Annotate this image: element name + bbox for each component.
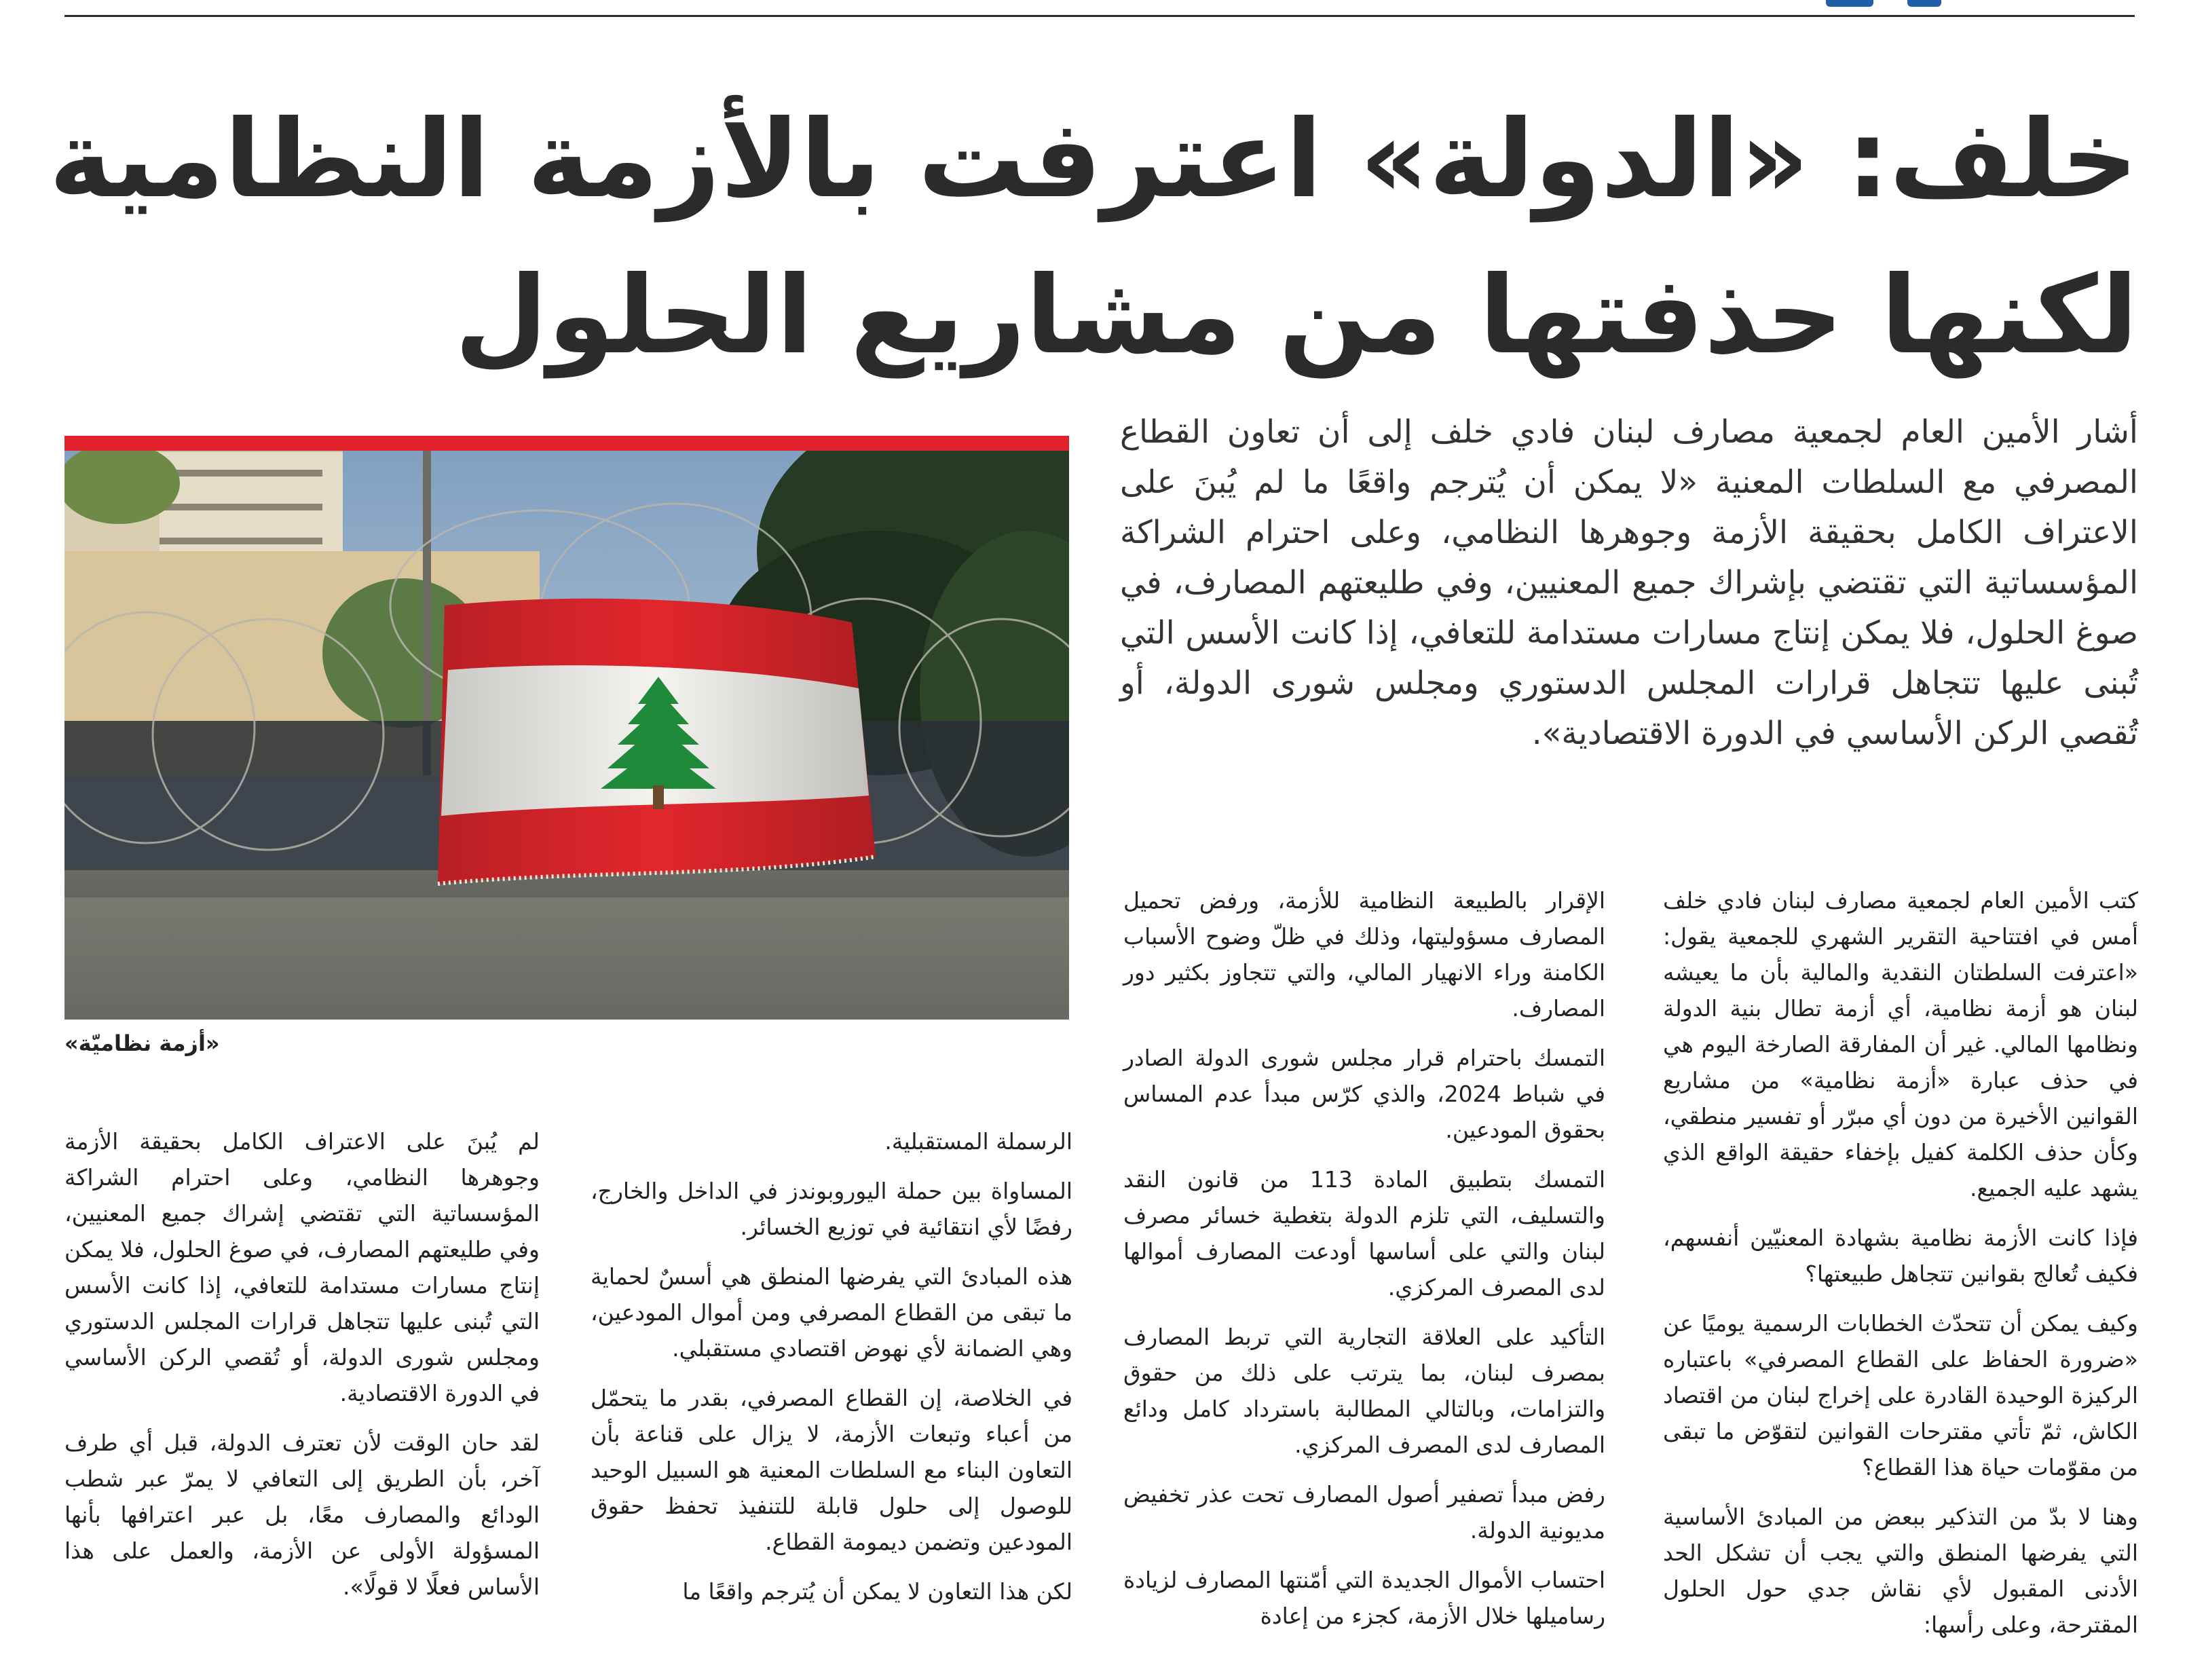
- lebanese-flag: [438, 599, 876, 884]
- body-column-3: [591, 1123, 1072, 1623]
- paragraph: كتب الأمين العام لجمعية مصارف لبنان فادي خلف أمس في افتتاحية التقرير الشهري للجمعية يقول: «اعترفت السلطتان النقدية والمالية بأن ما يعيشه لبنان هو أزمة نظامية، أي أزمة تطال بنية الدولة ونظامها المالي. غير أن المفارقة الصارخة اليوم هي في حذف عبارة «أزمة نظامية» من مشاريع القوانين الأخيرة من دون أي مبرّر أو تفسير منطقي، وكأن حذف الكلمة كفيل بإخفاء حقيقة الواقع الذي يشهد عليه الجميع.: [1663, 887, 2138, 1201]
- masthead-rule: [64, 15, 2135, 17]
- paragraph: لقد حان الوقت لأن تعترف الدولة، قبل أي طرف آخر، بأن الطريق إلى التعافي لا يمرّ عبر شطب الودائع والمصارف معًا، بل عبر اعترافها بأنها المسؤولة الأولى عن الأزمة، والعمل على هذا الأساس فعلًا لا قولًا».: [64, 1430, 540, 1600]
- headline: [49, 81, 2138, 394]
- masthead-logo-fragment: [1826, 0, 1982, 8]
- paragraph: لم يُبنَ على الاعتراف الكامل بحقيقة الأزمة وجوهرها النظامي، وعلى احترام الشراكة المؤسساتية التي تقتضي إشراك جميع المعنيين، وفي طليعتهم المصارف، في صوغ الحلول، فلا يمكن إنتاج مسارات مستدامة للتعافي، إذا كانت الأسس التي تُبنى عليها تتجاهل قرارات المجلس الدستوري ومجلس شورى الدولة، أو تُقصي الركن الأساسي في الدورة الاقتصادية.: [64, 1128, 540, 1406]
- headline-line-1: خلف: «الدولة» اعترفت بالأزمة النظامية: [49, 97, 2138, 222]
- paragraph: لكن هذا التعاون لا يمكن أن يُترجم واقعًا ما: [682, 1578, 1072, 1605]
- paragraph: فإذا كانت الأزمة نظامية بشهادة المعنيّين أنفسهم، فكيف تُعالج بقوانين تتجاهل طبيعتها؟: [1663, 1225, 2138, 1287]
- paragraph: في الخلاصة، إن القطاع المصرفي، بقدر ما يتحمّل من أعباء وتبعات الأزمة، لا يزال على قناعة بأن التعاون البناء مع السلطات المعنية هو السبيل الوحيد للوصول إلى حلول قابلة للتنفيذ تحفظ حقوق المودعين وتضمن ديمومة القطاع.: [591, 1385, 1072, 1555]
- paragraph: التأكيد على العلاقة التجارية التي تربط المصارف بمصرف لبنان، بما يترتب على ذلك من حقوق والتزامات، وبالتالي المطالبة باسترداد كامل ودائع المصارف لدى المصرف المركزي.: [1123, 1324, 1605, 1458]
- photo-caption: [64, 1028, 1069, 1058]
- photo-illustration: [64, 436, 1069, 1020]
- article-photo: [64, 436, 1069, 1020]
- body-column-4: [64, 1123, 540, 1618]
- paragraph: احتساب الأموال الجديدة التي أمّنتها المصارف لزيادة رساميلها خلال الأزمة، كجزء من إعادة: [1123, 1567, 1605, 1629]
- headline-line-2: لكنها حذفتها من مشاريع الحلول: [454, 253, 2138, 378]
- photo-accent-bar: [64, 436, 1069, 451]
- paragraph: وهنا لا بدّ من التذكير ببعض من المبادئ الأساسية التي يفرضها المنطق والتي يجب أن تشكل الحد الأدنى المقبول لأي نقاش جدي حول الحلول المقترحة، وعلى رأسها:: [1663, 1504, 2138, 1638]
- body-column-1: [1663, 882, 2138, 1656]
- paragraph: الإقرار بالطبيعة النظامية للأزمة، ورفض تحميل المصارف مسؤوليتها، وذلك في ظلّ وضوح الأسباب الكامنة وراء الانهيار المالي، والتي تتجاوز بكثير دور المصارف.: [1123, 887, 1605, 1022]
- body-column-2: [1123, 882, 1605, 1647]
- paragraph: التمسك باحترام قرار مجلس شورى الدولة الصادر في شباط 2024، والذي كرّس مبدأ عدم المساس بحقوق المودعين.: [1123, 1045, 1605, 1143]
- paragraph: المساواة بين حملة اليوروبوندز في الداخل والخارج، رفضًا لأي انتقائية في توزيع الخسائر.: [591, 1178, 1072, 1240]
- photo-caption-text: «أزمة نظاميّة»: [64, 1030, 220, 1056]
- paragraph: هذه المبادئ التي يفرضها المنطق هي أسسٌ لحماية ما تبقى من القطاع المصرفي ومن أموال المودعين، وهي الضمانة لأي نهوض اقتصادي مستقبلي.: [591, 1263, 1072, 1362]
- paragraph: التمسك بتطبيق المادة 113 من قانون النقد والتسليف، التي تلزم الدولة بتغطية خسائر مصرف لبنان والتي على أساسها أودعت المصارف أموالها لدى المصرف المركزي.: [1123, 1166, 1605, 1301]
- paragraph: الرسملة المستقبلية.: [884, 1128, 1072, 1155]
- paragraph: وكيف يمكن أن تتحدّث الخطابات الرسمية يوميًا عن «ضرورة الحفاظ على القطاع المصرفي» باعتباره الركيزة الوحيدة القادرة على إخراج لبنان من اقتصاد الكاش، ثمّ تأتي مقترحات القوانين لتقوّض ما تبقى من مقوّمات حياة هذا القطاع؟: [1663, 1310, 2138, 1480]
- paragraph: رفض مبدأ تصفير أصول المصارف تحت عذر تخفيض مديونية الدولة.: [1123, 1481, 1605, 1544]
- lead-paragraph: أشار الأمين العام لجمعية مصارف لبنان فادي خلف إلى أن تعاون القطاع المصرفي مع السلطات المعنية «لا يمكن أن يُترجم واقعًا ما لم يُبنَ على الاعتراف الكامل بحقيقة الأزمة وجوهرها النظامي، وعلى احترام الشراكة المؤسساتية التي تقتضي بإشراك جميع المعنيين، وفي طليعتهم المصارف، في صوغ الحلول، فلا يمكن إنتاج مسارات مستدامة للتعافي، إذا كانت الأسس التي تُبنى عليها تتجاهل قرارات المجلس الدستوري ومجلس شورى الدولة، أو تُقصي الركن الأساسي في الدورة الاقتصادية».: [1120, 413, 2138, 752]
